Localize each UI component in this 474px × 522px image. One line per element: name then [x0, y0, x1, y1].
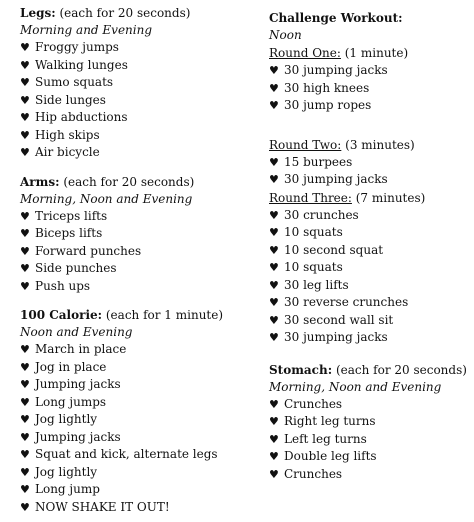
- heart-bullet-icon: ♥: [20, 262, 30, 275]
- heart-bullet-icon: ♥: [269, 99, 279, 112]
- heart-bullet-icon: ♥: [20, 413, 30, 426]
- stomach-heading: [269, 361, 469, 379]
- arms-list: [20, 208, 250, 296]
- list-item: [269, 154, 469, 172]
- list-item-label: Long jumps: [35, 394, 107, 409]
- heart-bullet-icon: ♥: [269, 432, 279, 446]
- heart-bullet-icon: ♥: [269, 415, 279, 428]
- round-three-duration: (7 minutes): [351, 190, 426, 205]
- challenge-colon: :: [398, 11, 403, 25]
- list-item: [20, 376, 250, 394]
- calorie-section: [20, 306, 250, 516]
- heart-bullet-icon: ♥: [269, 296, 279, 309]
- heart-bullet-icon: ♥: [20, 360, 30, 374]
- round-two-duration: (3 minutes): [341, 137, 415, 152]
- list-item: [269, 242, 469, 260]
- list-item: [20, 481, 250, 499]
- calorie-heading: [20, 306, 250, 324]
- list-item: [20, 394, 250, 412]
- heart-bullet-icon: ♥: [269, 243, 279, 257]
- heart-bullet-icon: ♥: [20, 93, 30, 107]
- heart-bullet-icon: ♥: [269, 226, 279, 239]
- list-item-label: 10 squats: [284, 260, 343, 274]
- calorie-note: (each for 1 minute): [102, 308, 224, 322]
- heart-bullet-icon: ♥: [20, 395, 30, 409]
- list-item-label: 30 reverse crunches: [284, 295, 409, 309]
- heart-bullet-icon: ♥: [269, 155, 279, 169]
- list-item: [269, 277, 469, 295]
- list-item: [20, 57, 250, 75]
- heart-bullet-icon: ♥: [20, 209, 30, 223]
- heart-bullet-icon: ♥: [269, 208, 279, 222]
- heart-bullet-icon: ♥: [20, 41, 30, 54]
- list-item-label: Jog lightly: [35, 412, 98, 426]
- list-item: [20, 499, 250, 517]
- list-item-label: Jog in place: [35, 359, 107, 374]
- heart-bullet-icon: ♥: [20, 500, 30, 514]
- list-item: [269, 413, 469, 431]
- list-item-label: 30 jumping jacks: [284, 172, 388, 186]
- heart-bullet-icon: ♥: [20, 128, 30, 142]
- legs-list: [20, 39, 250, 162]
- arms-title: Arms:: [20, 174, 60, 189]
- legs-time: Morning and Evening: [20, 23, 153, 37]
- heart-bullet-icon: ♥: [20, 244, 30, 258]
- calorie-title: 100 Calorie:: [20, 308, 103, 322]
- list-item-label: Right leg turns: [284, 414, 376, 428]
- list-item-label: 10 second squat: [284, 242, 384, 257]
- legs-note: (each for 20 seconds): [55, 6, 191, 20]
- list-item-label: Double leg lifts: [284, 449, 377, 463]
- list-item-label: Jumping jacks: [35, 377, 121, 391]
- list-item: [20, 225, 250, 243]
- heart-bullet-icon: ♥: [20, 279, 30, 293]
- heart-bullet-icon: ♥: [20, 378, 30, 391]
- list-item: [20, 92, 250, 110]
- stomach-list: [269, 396, 469, 484]
- list-item: [20, 429, 250, 447]
- heart-bullet-icon: ♥: [269, 397, 279, 411]
- list-item-label: Crunches: [284, 466, 343, 481]
- arms-time: Morning, Noon and Evening: [20, 191, 193, 206]
- list-item-label: Side punches: [35, 261, 117, 275]
- list-item-label: Long jump: [35, 482, 100, 496]
- list-item: [20, 260, 250, 278]
- heart-bullet-icon: ♥: [20, 76, 30, 89]
- list-item: [20, 39, 250, 57]
- stomach-time: Morning, Noon and Evening: [269, 379, 442, 394]
- round-two-list: [269, 154, 469, 189]
- list-item: [269, 448, 469, 466]
- list-item: [20, 359, 250, 377]
- list-item: [20, 341, 250, 359]
- list-item-label: 30 leg lifts: [284, 277, 349, 292]
- list-item: [20, 109, 250, 127]
- list-item: [20, 446, 250, 464]
- challenge-section: [269, 9, 469, 347]
- list-item: [20, 144, 250, 162]
- heart-bullet-icon: ♥: [20, 465, 30, 479]
- list-item-label: 30 jumping jacks: [284, 330, 388, 344]
- challenge-time: Noon: [269, 28, 302, 42]
- left-column: [20, 4, 250, 516]
- heart-bullet-icon: ♥: [20, 483, 30, 496]
- legs-heading: [20, 4, 250, 22]
- list-item-label: Jumping jacks: [35, 429, 121, 444]
- heart-bullet-icon: ♥: [20, 448, 30, 461]
- round-three-label: Round Three:: [269, 190, 352, 205]
- list-item-label: Forward punches: [35, 243, 142, 258]
- list-item-label: Sumo squats: [35, 75, 114, 89]
- heart-bullet-icon: ♥: [269, 173, 279, 186]
- list-item-label: Air bicycle: [35, 145, 100, 159]
- list-item: [269, 171, 469, 189]
- list-item-label: NOW SHAKE IT OUT!: [35, 499, 170, 514]
- list-item-label: Walking lunges: [35, 57, 128, 72]
- heart-bullet-icon: ♥: [269, 331, 279, 344]
- list-item: [20, 127, 250, 145]
- stomach-title: Stomach:: [269, 362, 333, 377]
- list-item-label: Push ups: [35, 278, 91, 293]
- list-item: [20, 243, 250, 261]
- list-item-label: Squat and kick, alternate legs: [35, 447, 218, 461]
- list-item-label: March in place: [35, 342, 127, 356]
- list-item: [20, 74, 250, 92]
- list-item: [269, 259, 469, 277]
- heart-bullet-icon: ♥: [20, 227, 30, 240]
- heart-bullet-icon: ♥: [20, 146, 30, 159]
- calorie-time: Noon and Evening: [20, 325, 133, 339]
- legs-title: Legs:: [20, 6, 56, 20]
- heart-bullet-icon: ♥: [269, 278, 279, 292]
- list-item-label: 10 squats: [284, 225, 343, 239]
- right-column: [269, 9, 469, 483]
- heart-bullet-icon: ♥: [269, 313, 279, 327]
- list-item-label: Biceps lifts: [35, 226, 103, 240]
- stomach-note: (each for 20 seconds): [332, 362, 467, 377]
- list-item-label: 30 crunches: [284, 207, 359, 222]
- list-item: [269, 431, 469, 449]
- list-item: [269, 62, 469, 80]
- list-item-label: 15 burpees: [284, 154, 353, 169]
- stomach-section: [269, 361, 469, 484]
- heart-bullet-icon: ♥: [20, 430, 30, 444]
- legs-section: [20, 4, 250, 162]
- round-three-list: [269, 207, 469, 347]
- list-item-label: Crunches: [284, 396, 343, 411]
- list-item-label: Hip abductions: [35, 110, 128, 124]
- list-item-label: 30 jump ropes: [284, 98, 372, 112]
- list-item: [20, 411, 250, 429]
- round-one-heading: [269, 44, 469, 62]
- challenge-heading: [269, 9, 469, 27]
- list-item: [269, 80, 469, 98]
- list-item: [20, 278, 250, 296]
- list-item: [269, 466, 469, 484]
- round-one-label: Round One:: [269, 46, 341, 60]
- list-item: [269, 224, 469, 242]
- list-item: [269, 312, 469, 330]
- heart-bullet-icon: ♥: [20, 343, 30, 356]
- list-item: [269, 329, 469, 347]
- round-one-duration: (1 minute): [340, 46, 409, 60]
- list-item-label: High skips: [35, 127, 100, 142]
- list-item-label: Side lunges: [35, 92, 106, 107]
- list-item-label: 30 second wall sit: [284, 312, 394, 327]
- list-item-label: 30 jumping jacks: [284, 63, 388, 77]
- list-item-label: Triceps lifts: [35, 208, 108, 223]
- round-three-heading: [269, 189, 469, 207]
- list-item-label: Left leg turns: [284, 431, 367, 446]
- list-item: [269, 294, 469, 312]
- arms-note: (each for 20 seconds): [59, 174, 195, 189]
- heart-bullet-icon: ♥: [269, 450, 279, 463]
- heart-bullet-icon: ♥: [269, 81, 279, 95]
- list-item: [269, 207, 469, 225]
- challenge-title: Challenge Workout: [269, 11, 399, 25]
- heart-bullet-icon: ♥: [269, 64, 279, 77]
- list-item: [20, 208, 250, 226]
- list-item: [269, 97, 469, 115]
- heart-bullet-icon: ♥: [269, 467, 279, 481]
- round-two-heading: [269, 136, 469, 154]
- arms-heading: [20, 173, 250, 191]
- round-two-label: Round Two:: [269, 137, 342, 152]
- list-item-label: Froggy jumps: [35, 40, 119, 54]
- list-item: [269, 396, 469, 414]
- calorie-list: [20, 341, 250, 516]
- list-item: [20, 464, 250, 482]
- list-item-label: 30 high knees: [284, 80, 370, 95]
- heart-bullet-icon: ♥: [20, 111, 30, 124]
- arms-section: [20, 173, 250, 296]
- heart-bullet-icon: ♥: [269, 261, 279, 274]
- round-one-list: [269, 62, 469, 115]
- heart-bullet-icon: ♥: [20, 58, 30, 72]
- list-item-label: Jog lightly: [35, 464, 98, 479]
